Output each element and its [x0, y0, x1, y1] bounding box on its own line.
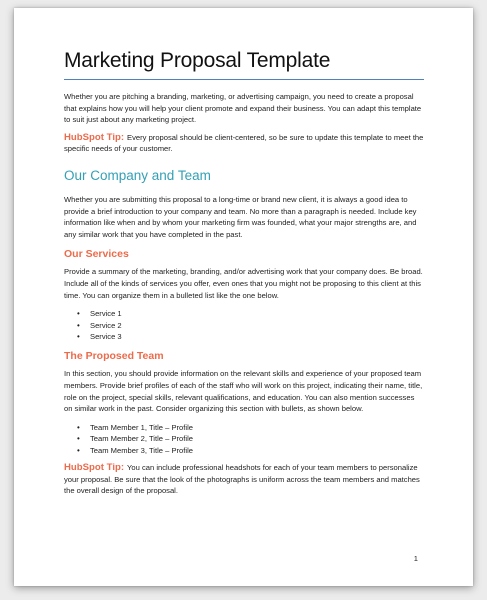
document-title: Marketing Proposal Template	[64, 49, 331, 72]
section-heading-services: Our Services	[64, 248, 129, 261]
proposed-team-paragraph: In this section, you should provide information on the relevant skills and experience of your proposed team members. Provide brief profiles of each of the staff who will work on this project, indicating their name, title, role on the project, special skills, relevant qualifications, and education. You can also mention successes on similar work in the past. Consider organizing this section with bullets, as shown below.	[64, 369, 423, 414]
bullet-icon: •	[77, 422, 80, 432]
title-underline	[64, 79, 424, 80]
service-label: Service 3	[90, 331, 122, 341]
service-label: Service 1	[90, 309, 122, 319]
company-team-paragraph: Whether you are submitting this proposal to a long-time or brand new client, it is always a good idea to provide a brief introduction to your company and team. No more than a paragraph is needed. Include key information like when and by whom your marketing firm was founded, what your major strengths are, and any similar work that you have completed in the past.	[64, 194, 417, 239]
services-paragraph: Provide a summary of the marketing, branding, and/or advertising work that your company does. Be broad. Include all of the kinds of services you offer, even ones that you might not be proposing to this client at this time. You can organize them in a bulleted list like the one below.	[64, 267, 423, 300]
intro-paragraph: Whether you are pitching a branding, marketing, or advertising campaign, you need to create a proposal that explains how you will help your client promote and expand their business. You can adapt this template to suit just about any marketing project.	[64, 92, 422, 125]
tip-text: You can include professional headshots for each of your team members to personalize your proposal. Be sure that the look of the photographs is uniform across the team members and matches the overall design of the proposal.	[64, 462, 420, 496]
bullet-icon: •	[77, 445, 80, 455]
team-members-list	[64, 422, 424, 456]
hubspot-tip-2	[64, 462, 424, 497]
page-content	[64, 48, 424, 497]
list-item	[77, 422, 424, 433]
hubspot-tip-1	[64, 132, 424, 155]
team-member-label: Team Member 3, Title – Profile	[90, 445, 193, 455]
team-member-label: Team Member 1, Title – Profile	[90, 422, 193, 432]
tip-label: HubSpot Tip:	[64, 461, 125, 473]
section-heading-proposed-team: The Proposed Team	[64, 350, 164, 363]
list-item	[77, 445, 424, 456]
services-list	[64, 308, 424, 342]
list-item	[77, 320, 424, 331]
team-member-label: Team Member 2, Title – Profile	[90, 434, 193, 444]
section-heading-company-team: Our Company and Team	[64, 167, 211, 183]
page-number: 1	[413, 554, 418, 563]
bullet-icon: •	[77, 331, 80, 341]
bullet-icon: •	[77, 434, 80, 444]
list-item	[77, 308, 424, 319]
document-page	[14, 8, 473, 586]
bullet-icon: •	[77, 320, 80, 330]
tip-label: HubSpot Tip:	[64, 131, 125, 143]
list-item	[77, 433, 424, 444]
tip-text: Every proposal should be client-centered, so be sure to update this template to meet the specific needs of your customer.	[64, 132, 424, 154]
service-label: Service 2	[90, 320, 122, 330]
list-item	[77, 331, 424, 342]
bullet-icon: •	[77, 309, 80, 319]
